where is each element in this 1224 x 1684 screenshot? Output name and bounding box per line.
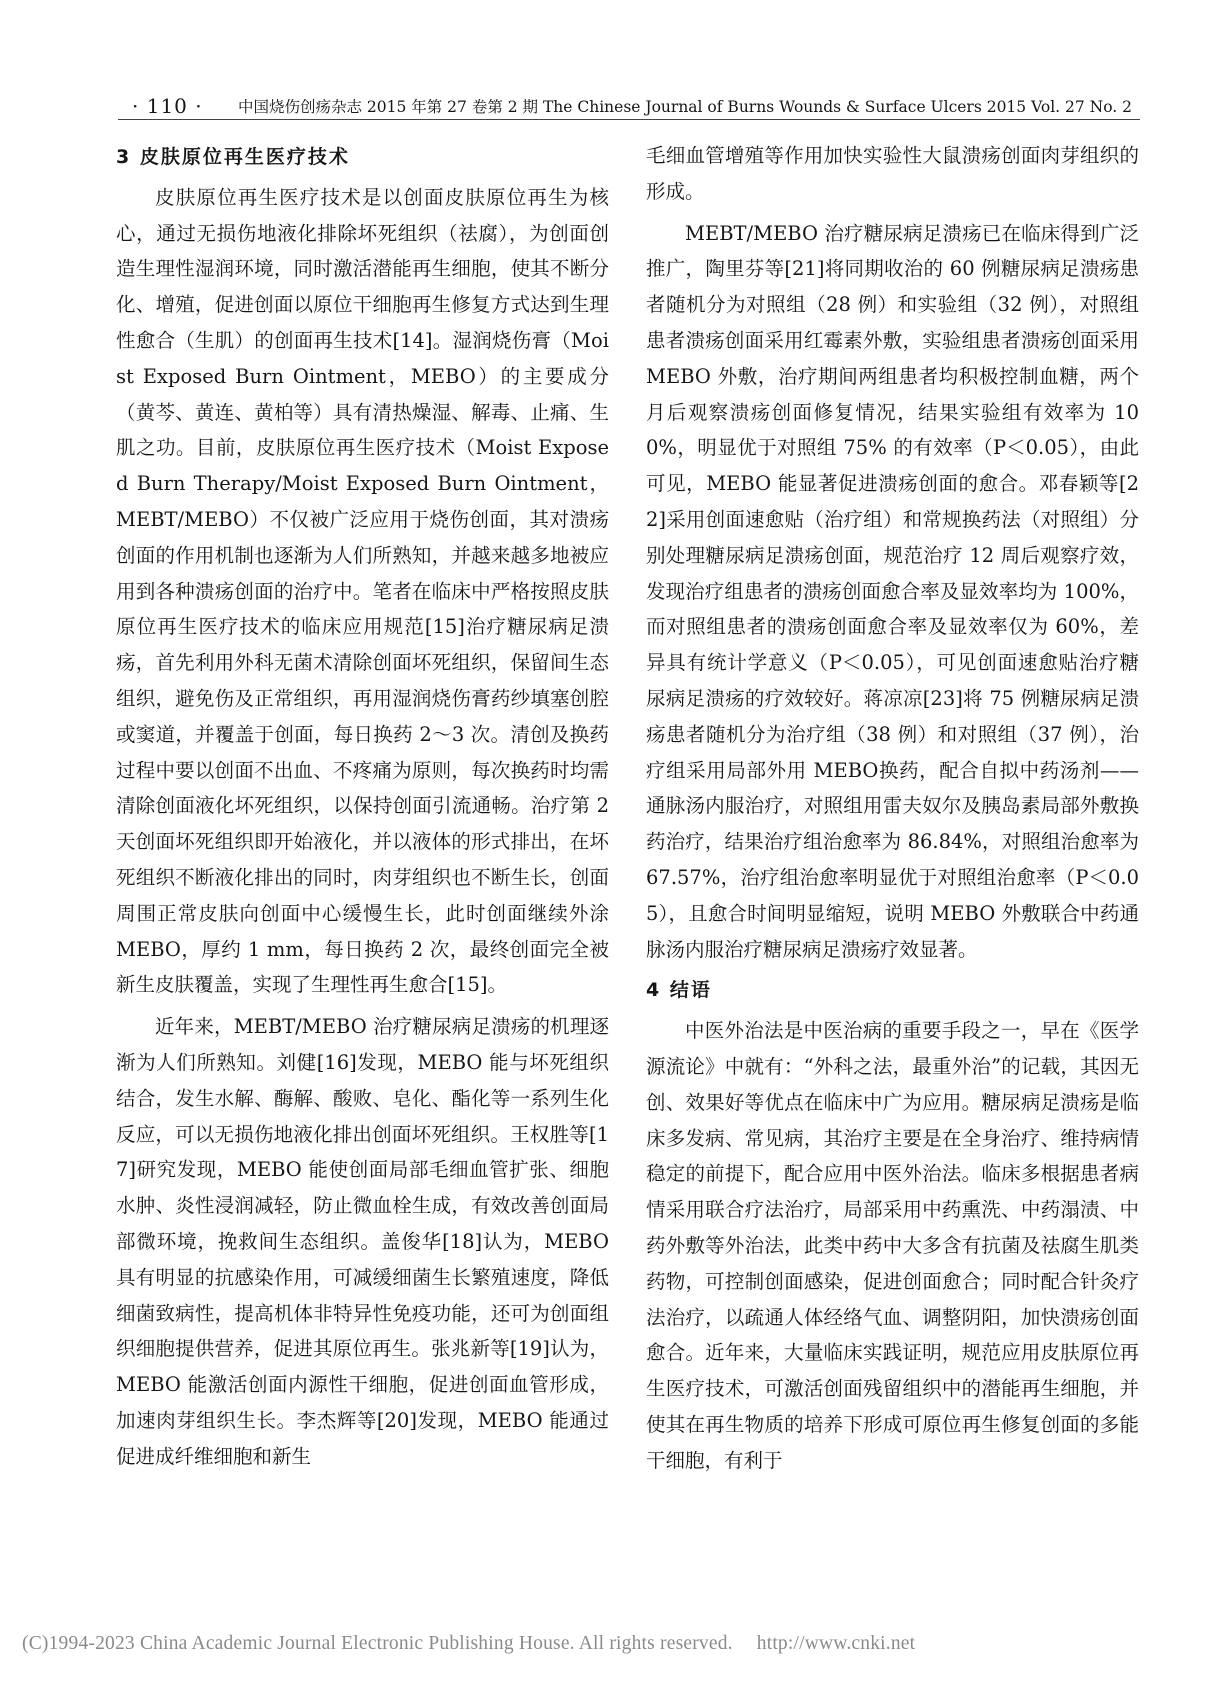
left-column [116, 140, 609, 1480]
copyright-footer [22, 1633, 1202, 1655]
paragraph-mechanism: 近年来，MEBT/MEBO 治疗糖尿病足溃疡的机理逐渐为人们所熟知。刘健[16]发现，MEBO 能与坏死组织结合，发生水解、酶解、酸败、皂化、酯化等一系列生化反应，可以无损伤地液化排出创面坏死组织。王权胜等[17]研究发现，MEBO 能使创面局部毛细血管扩张、细胞水肿、炎性浸润减轻，防止微血栓生成，有效改善创面局部微环境，挽救间生态组织。盖俊华[18]认为，MEBO 具有明显的抗感染作用，可减缓细菌生长繁殖速度，降低细菌致病性，提高机体非特异性免疫功能，还可为创面组织细胞提供营养，促进其原位再生。张兆新等[19]认为，MEBO 能激活创面内源性干细胞，促进创面血管形成，加速肉芽组织生长。李杰辉等[20]发现，MEBO 能通过促进成纤维细胞和新生 [116, 1015, 609, 1468]
page-number: · 110 · [132, 94, 203, 118]
footer-url: http://www.cnki.net [756, 1633, 916, 1654]
copyright-text: (C)1994-2023 China Academic Journal Electronic Publishing House. All rights reserved. [22, 1633, 733, 1654]
journal-citation: 中国烧伤创疡杂志 2015 年第 27 卷第 2 期 The Chinese Journal of Burns Wounds & Surface Ulcers 2015 Vol. 27 No. 2 [237, 98, 1132, 116]
paragraph-clinical-studies: MEBT/MEBO 治疗糖尿病足溃疡已在临床得到广泛推广，陶里芬等[21]将同期收治的 60 例糖尿病足溃疡患者随机分为对照组（28 例）和实验组（32 例），对照组患者溃疡创面采用红霉素外敷，实验组患者溃疡创面采用 MEBO 外敷，治疗期间两组患者均积极控制血糖，两个月后观察溃疡创面修复情况，结果实验组有效率为 100%，明显优于对照组 75% 的有效率（P＜0.05），由此可见，MEBO 能显著促进溃疡创面的愈合。邓春颖等[22]采用创面速愈贴（治疗组）和常规换药法（对照组）分别处理糖尿病足溃疡创面，规范治疗 12 周后观察疗效，发现治疗组患者的溃疡创面愈合率及显效率均为 100%，而对照组患者的溃疡创面愈合率及显效率仅为 60%，差异具有统计学意义（P＜0.05），可见创面速愈贴治疗糖尿病足溃疡的疗效较好。蒋凉凉[23]将 75 例糖尿病足溃疡患者随机分为治疗组（38 例）和对照组（37 例），治疗组采用局部外用 MEBO换药，配合自拟中药汤剂——通脉汤内服治疗，对照组用雷夫奴尔及胰岛素局部外敷换药治疗，结果治疗组治愈率为 86.84%，对照组治愈率为 67.57%，治疗组治愈率明显优于对照组治愈率（P＜0.05），且愈合时间明显缩短，说明 MEBO 外敷联合中药通脉汤内服治疗糖尿病足溃疡疗效显著。 [646, 221, 1139, 961]
paragraph-technique: 皮肤原位再生医疗技术是以创面皮肤原位再生为核心，通过无损伤地液化排除坏死组织（祛腐），为创面创造生理性湿润环境，同时激活潜能再生细胞，使其不断分化、增殖，促进创面以原位干细胞再生修复方式达到生理性愈合（生肌）的创面再生技术[14]。湿润烧伤膏（Moist Exposed Burn Ointment，MEBO）的主要成分（黄芩、黄连、黄柏等）具有清热燥湿、解毒、止痛、生肌之功。目前，皮肤原位再生医疗技术（Moist Exposed Burn Therapy/Moist Exposed Burn Ointment，MEBT/MEBO）不仅被广泛应用于烧伤创面，其对溃疡创面的作用机制也逐渐为人们所熟知，并越来越多地被应用到各种溃疡创面的治疗中。笔者在临床中严格按照皮肤原位再生医疗技术的临床应用规范[15]治疗糖尿病足溃疡，首先利用外科无菌术清除创面坏死组织，保留间生态组织，避免伤及正常组织，再用湿润烧伤膏药纱填塞创腔或窦道，并覆盖于创面，每日换药 2～3 次。清创及换药过程中要以创面不出血、不疼痛为原则，每次换药时均需清除创面液化坏死组织，以保持创面引流通畅。治疗第 2 天创面坏死组织即开始液化，并以液体的形式排出，在坏死组织不断液化排出的同时，肉芽组织也不断生长，创面周围正常皮肤向创面中心缓慢生长，此时创面继续外涂 MEBO，厚约 1 mm，每日换药 2 次，最终创面完全被新生皮肤覆盖，实现了生理性再生愈合[15]。 [116, 185, 609, 997]
paragraph-conclusion: 中医外治法是中医治病的重要手段之一，早在《医学源流论》中就有：“外科之法，最重外治”的记载，其因无创、效果好等优点在临床中广为应用。糖尿病足溃疡是临床多发病、常见病，其治疗主要是在全身治疗、维持病情稳定的前提下，配合应用中医外治法。临床多根据患者病情采用联合疗法治疗，局部采用中药熏洗、中药溻渍、中药外敷等外治法，此类中药中大多含有抗菌及祛腐生肌类药物，可控制创面感染，促进创面愈合；同时配合针灸疗法治疗，以疏通人体经络气血、调整阴阳，加快溃疡创面愈合。近年来，大量临床实践证明，规范应用皮肤原位再生医疗技术，可激活创面残留组织中的潜能再生细胞，并使其在再生物质的培养下形成可原位再生修复创面的多能干细胞，有利于 [646, 1019, 1139, 1472]
page-header [132, 92, 1132, 118]
section-heading-3: 3 皮肤原位再生医疗技术 [116, 146, 350, 168]
right-column [646, 138, 1139, 1484]
section-heading-4: 4 结语 [646, 979, 712, 1002]
paragraph-continuation: 毛细血管增殖等作用加快实验性大鼠溃疡创面肉芽组织的形成。 [646, 144, 1139, 203]
header-rule [118, 119, 1140, 120]
